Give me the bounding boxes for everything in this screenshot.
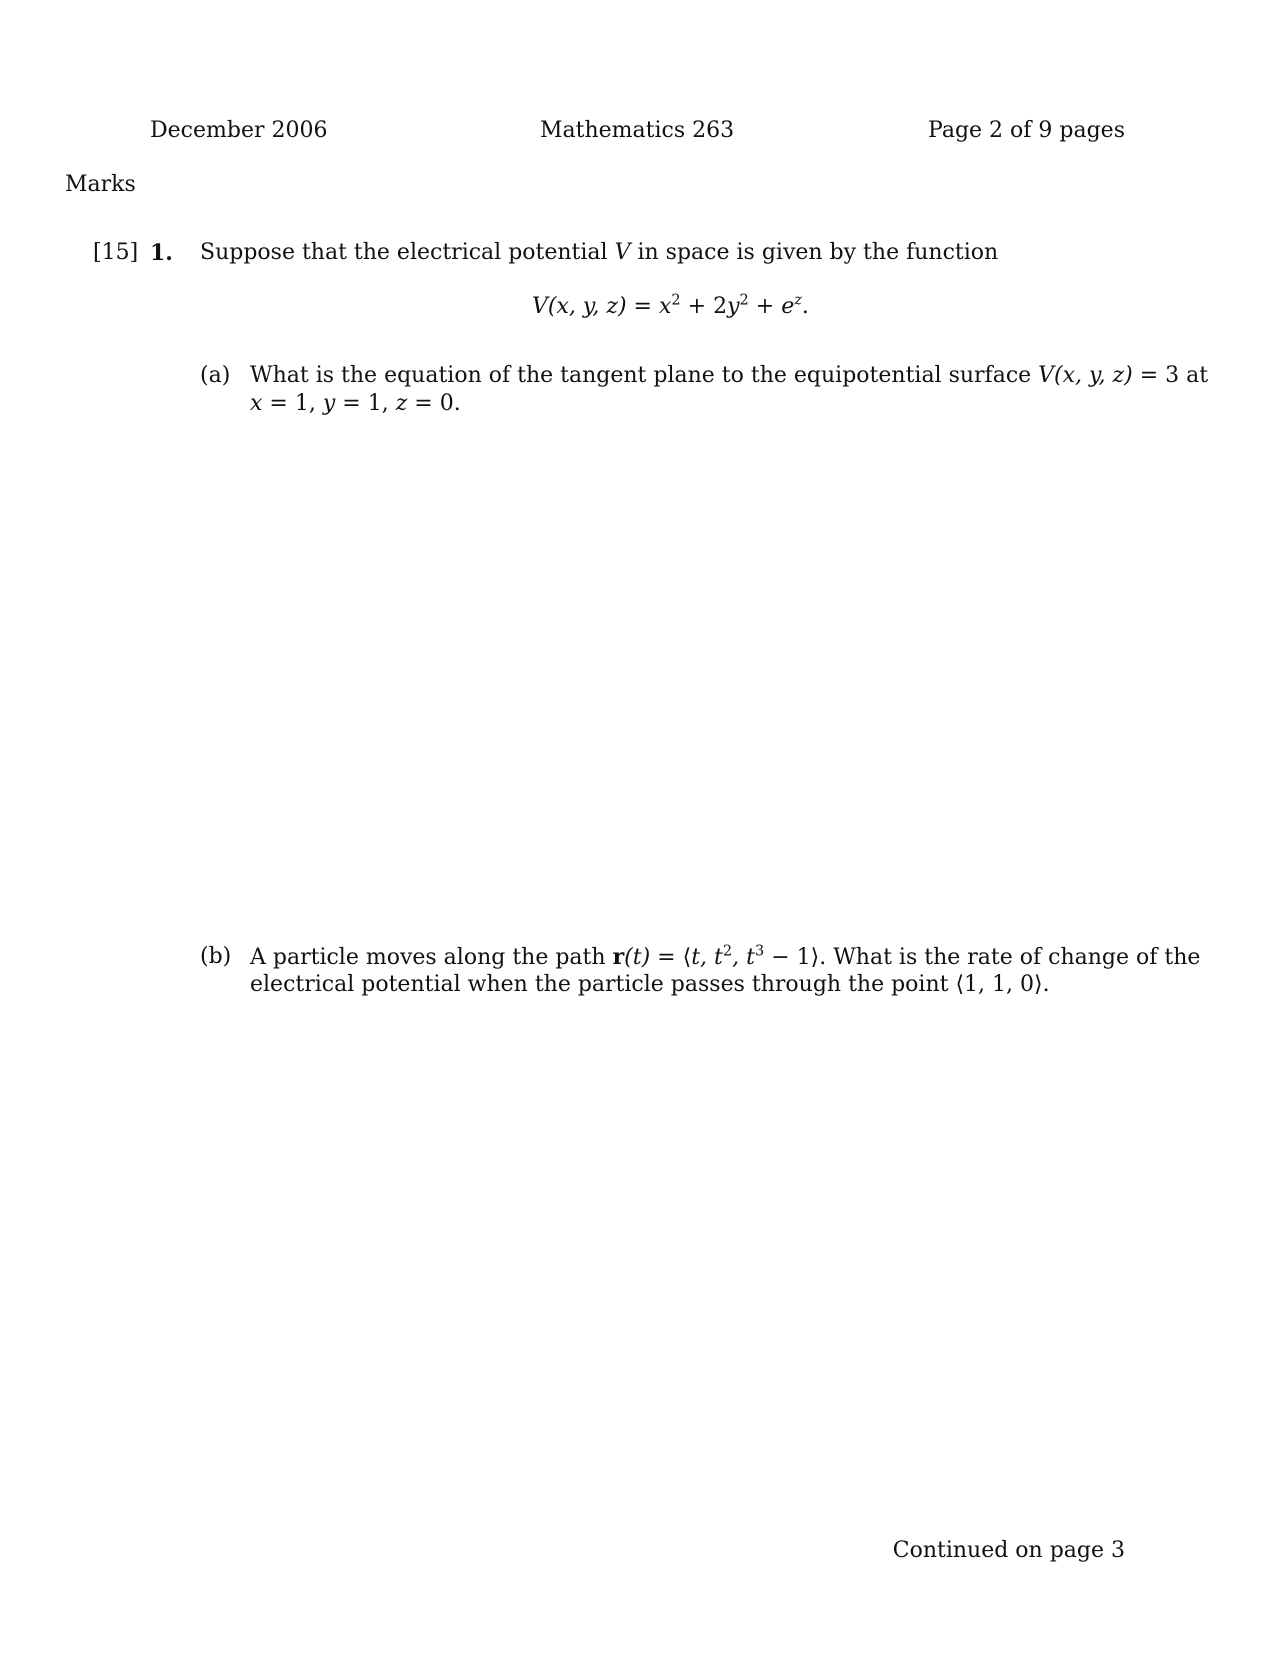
potential-equation: V(x, y, $z) = x^2 + 2y^2 + e^z$. (532, 292, 809, 319)
header-date: December 2006 (150, 118, 328, 143)
part-a-text-line1: What is the equation of the tangent plane to the equipotential surface V(x, y, z) = 3 at (250, 363, 1209, 388)
header-course: Mathematics 263 (540, 118, 735, 143)
question-intro: Suppose that the electrical potential V in space is given by the function (200, 240, 999, 265)
question-marks: [15] (93, 240, 139, 265)
part-a-text-line2: x = 1, y = 1, z = 0. (250, 391, 461, 416)
question-number: 1. (150, 240, 173, 266)
part-a-label: (a) (200, 363, 231, 388)
part-b-text-line1: A particle moves along the path r(t) = ⟨t, $t^2$, $t^3$ − 1⟩. What is the rate of change of the (250, 943, 1201, 970)
header-page-number: Page 2 of 9 pages (928, 118, 1125, 143)
part-b-label: (b) (200, 944, 232, 969)
marks-column-label: Marks (65, 172, 136, 197)
footer-continued: Continued on page 3 (892, 1538, 1125, 1563)
part-b-text-line2: electrical potential when the particle passes through the point ⟨1, 1, 0⟩. (250, 972, 1050, 997)
